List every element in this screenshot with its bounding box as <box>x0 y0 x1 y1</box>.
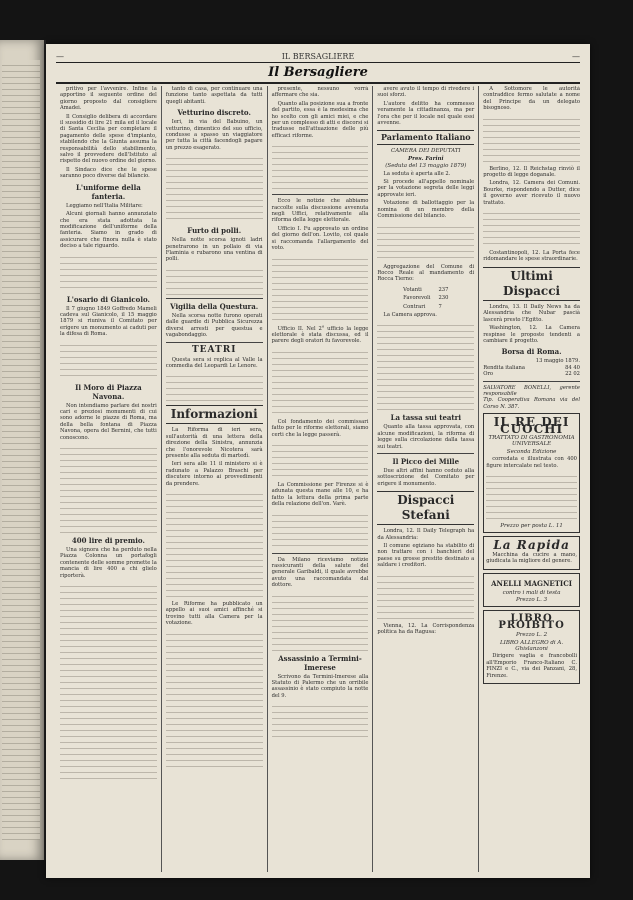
article-text: Londra, 13. Il Daily News ha da Alessandria che Nubar pascià lascerà presto l'Egitto. <box>483 303 580 323</box>
market-row-oro <box>483 371 580 377</box>
divider <box>483 381 580 382</box>
illegible-text-block <box>377 222 474 262</box>
ad-title: La Rapida <box>493 538 570 553</box>
article-text: pritivo per l'avvenire. Infine la apportino il seguente ordine del giorno proposto dal consigliere Amadei. <box>60 86 157 112</box>
ad-la-rapida <box>483 536 580 569</box>
article-heading: L'osario di Gianicolo. <box>66 294 150 304</box>
illegible-text-block <box>377 571 474 621</box>
article-text: Londra, 12. Camera dei Comuni. Bourke, rispondendo a Dutter, dice il governo aver ricevuto il nuovo trattato. <box>483 180 580 206</box>
article-text: Col fondamento dei commissari fatto per le riforme elettorali, siamo certi che la legge passerà. <box>271 418 369 438</box>
ad-title: LIBRO PROIBITO <box>498 613 565 631</box>
article-heading: Furto di polli. <box>187 226 242 236</box>
article-text: Questa sera si replica al Valle la commedia del Leopardi Le Lenore. <box>165 356 263 369</box>
divider <box>377 453 474 454</box>
article-text: Il 7 giugno 1849 Goffredo Mameli cadeva sul Gianicolo, il 15 maggio 1879 si riuniva il Comitato per erigere un monumento ai caduti per la difesa di Roma. <box>60 305 157 338</box>
adjacent-page-text <box>2 60 40 840</box>
vote-value-cell: 237 <box>438 286 449 293</box>
illegible-text-block <box>272 591 369 651</box>
masthead: Il Bersagliere <box>56 62 580 84</box>
article-text: Non intendiamo parlare dei nostri cari e preziosi monumenti di cui sono adorne le piazze di Roma, ma della bella fontana di Piazza Navona, opera del Bernini, che tutti conoscono. <box>60 402 157 441</box>
article-text: Ufficio I. Fu approvato un ordine del giorno dell'on. Lovito, col quale si raccomanda l'allargamento del voto. <box>271 225 369 252</box>
ad-price: Prezzo L. 3 <box>516 597 548 604</box>
column-5 <box>479 86 584 872</box>
page-number-right: — <box>572 52 580 61</box>
vote-label-cell: Contrari <box>403 303 426 310</box>
page-number-left: — <box>56 52 64 61</box>
article-text: Nella scorsa notte furono operati dalle guardie di Pubblica Sicurezza diversi arresti per questua e vagabondaggio. <box>165 312 263 339</box>
illegible-text-block <box>483 114 580 164</box>
illegible-text-block <box>166 153 263 223</box>
adjacent-page-edge <box>0 40 46 860</box>
article-text: Il Sindaco dice che le spese saranno poco diverse dal bilancio. <box>60 166 157 180</box>
chamber-name: CAMERA DEI DEPUTATI <box>391 148 461 155</box>
article-text: Ieri sera alle 11 il ministero si è radunato a Palazzo Braschi per discutere intorno ai provvedimenti da prendere. <box>165 461 263 487</box>
article-text: Il comune egiziano ha stabilito di non trattare con i banchieri del paese su grosse prestito destinato a saldare i creditori. <box>377 543 475 569</box>
session-president: Pres. Farini <box>407 155 444 162</box>
article-text: Londra, 12. Il Daily Telegraph ha da Alessandria: <box>377 528 475 541</box>
illegible-text-block <box>483 208 580 248</box>
ad-title: IL RE DEI CUOCHI <box>493 415 570 436</box>
ad-text: corredata e illustrata con 400 figure intercalate nel testo. <box>486 456 577 469</box>
article-text: Ufficio II. Nel 2° ufficio la legge elettorale è stata discussa, ed il parere degli oratori fu favorevole. <box>271 325 369 345</box>
article-text: Due altri affini hanno ceduto alla sottoscrizione del Comitato per erigere il monumento. <box>377 467 475 487</box>
article-heading: Vetturino discreto. <box>177 108 251 118</box>
illegible-text-block <box>272 440 369 480</box>
gerente-line: SALVATORE BONELLI, gerente responsabile <box>483 384 580 397</box>
market-heading: Borsa di Roma. <box>501 347 562 357</box>
vote-value-cell: 230 <box>438 295 449 302</box>
column-4 <box>373 86 479 872</box>
illegible-text-block <box>166 629 263 769</box>
divider <box>166 342 263 343</box>
running-title: IL BERSAGLIERE <box>281 52 355 61</box>
market-date: 13 maggio 1879. <box>535 358 580 365</box>
section-heading-informazioni: Informazioni <box>166 405 263 424</box>
divider <box>166 298 263 299</box>
vote-row <box>400 287 451 293</box>
article-heading: Vigilia della Questura. <box>170 301 259 311</box>
article-text: Il Consiglio delibera di accordare il sussidio di lire 21 mila ed il locale di Santa Cecilia per completare il pagamento delle spese d'impianto, stabilendo che la Giunta assuma la responsabilità dello stabilimento, salvo il provvedere dell'Istituto al rispetto del nuovo ordine del giorno. <box>60 113 157 165</box>
article-text: Ieri, in via del Babuino, un vetturino, dimentico del suo ufficio, condusse a spasso un viaggiatore per tutta la città facendogli pagare un prezzo esagerato. <box>165 119 263 151</box>
ad-libro-proibito <box>483 610 580 684</box>
article-text: Nella notte scorsa ignoti ladri penetrarono in un pollaio di via Flaminia e rubarono una ventina di polli. <box>165 237 263 263</box>
article-text: Quanto alla posizione sua a fronte del partito, essa è la medesima che ho scelto con gli amici miei, e che per un complesso di atti e discorsi si tradusse nell'attuazione delle più efficaci riforme. <box>271 100 369 139</box>
column-1 <box>56 86 162 872</box>
section-heading-ultimi-dispacci: Ultimi Dispacci <box>483 267 580 301</box>
article-text: La Camera approva. <box>383 311 437 318</box>
article-text: Alcuni giornali hanno annunziato che era stata adottata la modificazione dell'uniforme della fanteria. Siamo in grado di assicurare che finora nulla è stato deciso a tale riguardo. <box>60 211 157 250</box>
illegible-text-block <box>166 265 263 295</box>
illegible-text-block <box>272 510 369 550</box>
article-text: Le Riforme ha pubblicato un appello ai suoi amici affinché si trovino tutti alla Camera per la votazione. <box>165 600 263 627</box>
illegible-text-block <box>486 471 577 521</box>
ad-edition: Seconda Edizione <box>506 448 557 455</box>
column-3 <box>268 86 374 872</box>
vote-row <box>400 304 451 310</box>
illegible-text-block <box>60 581 157 781</box>
vote-label: Aggregazione del Comune di Rocco Reale al mandamento di Rocca Tierno: <box>377 263 475 283</box>
article-text: Washington, 12. La Camera respinse le proposte tendenti a cambiare il progetto. <box>483 325 580 344</box>
vote-label-cell: Votanti <box>403 286 422 293</box>
illegible-text-block <box>272 141 369 191</box>
article-text: avere avuto il tempo di rivedere i suoi sforzi. <box>377 86 475 99</box>
article-heading: Assassinio a Termini-Imerese <box>278 653 362 672</box>
article-text: Leggiamo nell'Italia Militare: <box>66 202 143 209</box>
article-text: La seduta è aperta alle 2. <box>383 170 451 177</box>
illegible-text-block <box>60 340 157 380</box>
article-text: Votazione di ballottaggio per la nomina di un membro della Commissione del bilancio. <box>377 200 475 220</box>
article-text: Si procede all'appello nominale per la votazione segreta delle leggi approvate ieri. <box>377 179 475 198</box>
article-text: Quanto alla tassa approvata, con alcune modificazioni, la riforma di legge sulla circolazione dalla tassa sui teatri. <box>377 424 475 450</box>
section-heading-parlamento: Parlamento Italiano <box>377 130 474 145</box>
illegible-text-block <box>272 701 369 741</box>
article-text: Da Milano riceviamo notizie rassicuranti della salute del generale Garibaldi, il quale avrebbe avuto una raccomandata dal dottore. <box>271 556 369 589</box>
article-text: Costantinopoli, 12. La Porta fece ridomandare le spese straordinarie. <box>483 250 580 263</box>
section-heading-dispacci: Dispacci Stefani <box>377 491 474 525</box>
newspaper-page <box>46 44 590 878</box>
illegible-text-block <box>272 347 369 417</box>
section-heading-teatri: TEATRI <box>191 344 237 355</box>
vote-row <box>400 295 451 301</box>
article-text: L'autore delitto ha commesso veramente la cittadinanza, ma per l'ora che per il locale nel quale essi avvenne. <box>377 100 475 127</box>
article-text: Scrivono da Termini-Imerese alla Statuto di Palermo che un orribile assassinio è stato compiuto la notte del 9. <box>271 673 369 699</box>
article-text: A Sottomore le autorità contraddice fermo salutate a nome del Principe da un delegato bisognoso. <box>483 86 580 112</box>
ad-subtitle: TRATTATO DI GASTRONOMIA UNIVERSALE <box>488 434 575 448</box>
article-text: tanto di casa, per continuare una funzione tanto aspettata da tutti quegli abitanti. <box>165 86 263 105</box>
ad-re-dei-cuochi <box>483 413 580 533</box>
illegible-text-block <box>60 252 157 292</box>
article-text: La Riforma di ieri sera, sull'autorità di una lettera della direzione della Sinistra, annunzia che l'onorevole Nicotera sarà presente alla seduta di martedì. <box>165 427 263 459</box>
article-heading: 400 lire di premio. <box>71 536 145 545</box>
ad-price: Prezzo per posta L. 11 <box>500 523 563 529</box>
article-text: Berlino, 12. Il Reichstag rinviò il progetto di legge doganale. <box>483 165 580 179</box>
ad-price: Prezzo L. 2 <box>516 632 548 639</box>
market-value: 84 40 <box>565 364 580 371</box>
article-text: Vienna, 12. La Corrispondenza politica ha da Ragusa: <box>377 622 475 636</box>
illegible-text-block <box>272 254 369 324</box>
ad-subtitle: contro i mali di testa <box>502 589 561 596</box>
printer-line: Tip. Cooperativa Romana via del Corso N. 387. <box>483 397 580 410</box>
columns <box>56 86 584 872</box>
article-text: Una signora che ha perduto nella Piazza Colonna un portafogli contenente delle somme promette la mancia di lire 400 a chi glielo riporterà. <box>60 547 157 579</box>
market-label: Rendita italiana <box>483 364 525 371</box>
divider <box>272 194 369 195</box>
market-value: 22 02 <box>565 371 580 378</box>
divider <box>272 553 369 554</box>
vote-table <box>398 285 453 312</box>
illegible-text-block <box>377 320 474 410</box>
vote-value-cell: 7 <box>438 303 442 310</box>
article-heading: L'uniforme della fanteria. <box>76 182 141 201</box>
illegible-text-block <box>60 443 157 533</box>
article-heading: Il Picco dei Mille <box>392 456 460 466</box>
ad-publisher: LIBRO ALLEGRO di A. Ghislanzoni <box>500 639 564 653</box>
article-heading: La tassa sui teatri <box>390 413 462 423</box>
session-date: (Seduta del 13 maggio 1879) <box>385 163 467 170</box>
ad-anelli-magnetici <box>483 573 580 608</box>
illegible-text-block <box>166 371 263 401</box>
article-text: Ecco le notizie che abbiamo raccolte sulla discussione avvenuta negli Uffici, relativamente alla riforma della legge elettorale. <box>271 198 369 224</box>
vote-label-cell: Favorevoli <box>403 295 431 302</box>
ad-text: Dirigere vaglia e francobolli all'Emporio Franco-Italiano C. FINZI e C., via dei Panzani, 28, Firenze. <box>486 653 577 679</box>
article-heading: Il Moro di Piazza Navona. <box>75 382 142 401</box>
column-2 <box>162 86 268 872</box>
market-label: Oro <box>483 371 494 378</box>
illegible-text-block <box>166 489 263 599</box>
ad-text: Macchina da cucire a mano, giudicata la migliore del genere. <box>486 551 577 565</box>
ad-title: ANELLI MAGNETICI <box>491 578 573 588</box>
running-header <box>56 52 580 61</box>
article-text: presente, nessuno vorrà affermare che sia. <box>271 86 369 99</box>
article-text: La Commissione per Firenze si è adunata questa mane alle 10, e ha fatto la lettura della prima parte della relazione dell'on. Varè. <box>271 481 369 508</box>
